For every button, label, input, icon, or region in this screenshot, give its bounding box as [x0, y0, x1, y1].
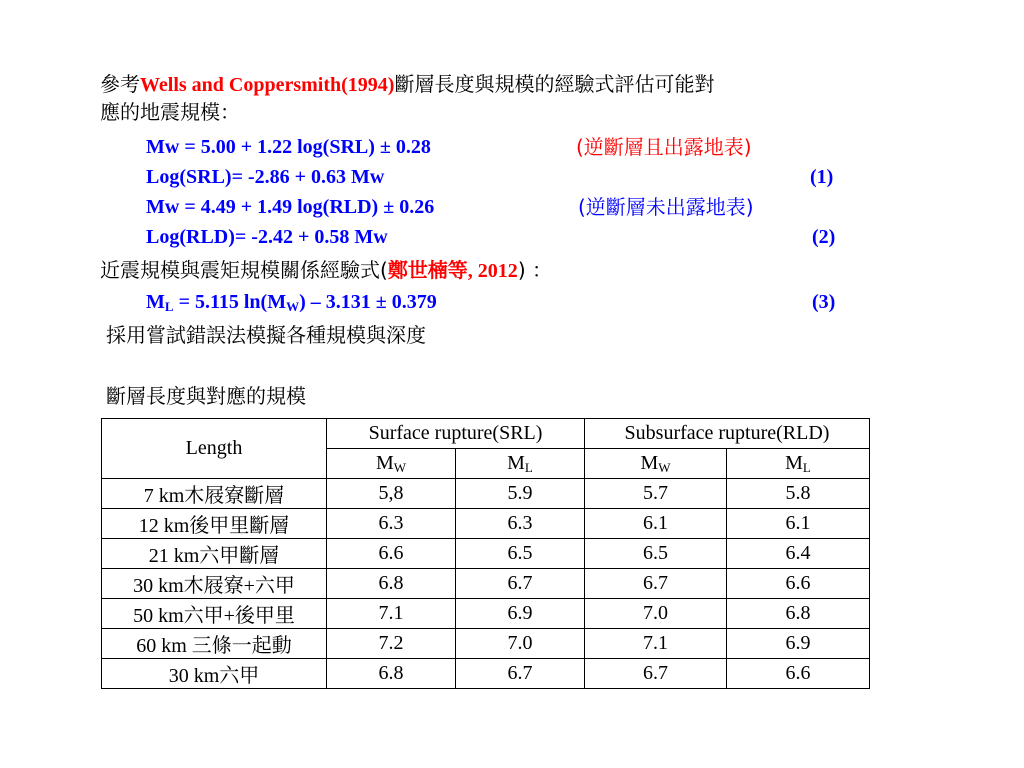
relation-prefix: 近震規模與震矩規模關係經驗式( — [100, 258, 388, 282]
row-value: 7.1 — [585, 629, 727, 659]
row-value: 6.1 — [585, 509, 727, 539]
method-line-text: 採用嘗試錯誤法模擬各種規模與深度 — [106, 323, 426, 347]
row-length: 50 km六甲+後甲里 — [102, 599, 327, 629]
equation-1-note-text: (逆斷層且出露地表) — [576, 135, 752, 159]
group-header-srl: Surface rupture(SRL) — [327, 419, 585, 449]
row-value: 6.1 — [727, 509, 870, 539]
intro-line-2 — [100, 100, 240, 125]
row-value: 6.8 — [727, 599, 870, 629]
equation-ml-mid: = 5.115 ln(M — [173, 291, 287, 313]
row-value: 6.7 — [585, 569, 727, 599]
intro-line-2-text: 應的地震規模： — [100, 100, 240, 124]
equation-1 — [146, 135, 431, 159]
equation-2-number-text: (1) — [810, 166, 834, 188]
equation-ml-number-text: (3) — [812, 291, 836, 313]
magnitude-table — [101, 418, 870, 689]
equation-1-note — [576, 135, 752, 160]
table-row — [102, 599, 870, 629]
subheader-srl-ml: $M_L$ — [456, 449, 585, 479]
row-value: 6.6 — [327, 539, 456, 569]
row-value: 6.6 — [727, 569, 870, 599]
table-title-text: 斷層長度與對應的規模 — [106, 384, 306, 408]
table-row — [102, 479, 870, 509]
relation-suffix: ) ： — [517, 258, 552, 282]
row-length: 30 km木屐寮+六甲 — [102, 569, 327, 599]
row-value: 6.3 — [327, 509, 456, 539]
subheader-srl-mw: $M_W$ — [327, 449, 456, 479]
row-value: 7.0 — [456, 629, 585, 659]
row-value: 5.8 — [727, 479, 870, 509]
equation-1-text: Mw = 5.00 + 1.22 log(SRL) ± 0.28 — [146, 136, 431, 158]
row-length: 7 km木屐寮斷層 — [102, 479, 327, 509]
method-line — [106, 323, 426, 348]
relation-reference: 鄭世楠等, 2012 — [387, 260, 518, 282]
intro-prefix: 參考 — [100, 72, 140, 96]
row-value: 6.3 — [456, 509, 585, 539]
table-title — [106, 384, 306, 409]
table-row — [102, 509, 870, 539]
row-value: 7.0 — [585, 599, 727, 629]
equation-4 — [146, 225, 388, 249]
row-length: 21 km六甲斷層 — [102, 539, 327, 569]
row-value: 6.7 — [456, 659, 585, 689]
equation-4-text: Log(RLD)= -2.42 + 0.58 Mw — [146, 226, 388, 248]
equation-ml-tail: ) – 3.131 ± 0.379 — [299, 291, 437, 313]
intro-reference: Wells and Coppersmith(1994) — [140, 74, 395, 96]
table-row — [102, 539, 870, 569]
equation-ml-number — [812, 290, 835, 314]
subheader-rld-ml: $M_L$ — [727, 449, 870, 479]
row-length: 60 km 三條一起動 — [102, 629, 327, 659]
row-value: 6.7 — [585, 659, 727, 689]
relation-line — [100, 258, 552, 283]
equation-2-number — [810, 165, 833, 189]
equation-ml — [146, 290, 437, 314]
equation-3-note-text: (逆斷層未出露地表) — [578, 195, 754, 219]
equation-ml-sub-l: L — [164, 299, 174, 314]
row-value: 5,8 — [327, 479, 456, 509]
equation-2-text: Log(SRL)= -2.86 + 0.63 Mw — [146, 166, 385, 188]
row-value: 6.8 — [327, 569, 456, 599]
equation-ml-sub-w: W — [286, 299, 300, 314]
length-header: Length — [102, 419, 327, 479]
row-value: 5.9 — [456, 479, 585, 509]
equation-ml-m: M — [146, 291, 165, 313]
equation-2 — [146, 165, 384, 189]
row-value: 7.1 — [327, 599, 456, 629]
row-value: 7.2 — [327, 629, 456, 659]
row-value: 6.9 — [456, 599, 585, 629]
group-header-rld: Subsurface rupture(RLD) — [585, 419, 870, 449]
table-header-row — [102, 419, 870, 449]
intro-line-1 — [100, 72, 714, 97]
equation-4-number — [812, 225, 835, 249]
row-value: 5.7 — [585, 479, 727, 509]
row-value: 6.6 — [727, 659, 870, 689]
equation-3 — [146, 195, 434, 219]
intro-suffix: 斷層長度與規模的經驗式評估可能對 — [394, 72, 715, 96]
row-value: 6.4 — [727, 539, 870, 569]
row-value: 6.5 — [456, 539, 585, 569]
table-row — [102, 659, 870, 689]
table-row — [102, 569, 870, 599]
row-length: 30 km六甲 — [102, 659, 327, 689]
row-value: 6.9 — [727, 629, 870, 659]
equation-3-note — [578, 195, 754, 220]
row-value: 6.5 — [585, 539, 727, 569]
subheader-rld-mw: $M_W$ — [585, 449, 727, 479]
row-length: 12 km後甲里斷層 — [102, 509, 327, 539]
row-value: 6.7 — [456, 569, 585, 599]
equation-4-number-text: (2) — [812, 226, 836, 248]
row-value: 6.8 — [327, 659, 456, 689]
table-row — [102, 629, 870, 659]
equation-3-text: Mw = 4.49 + 1.49 log(RLD) ± 0.26 — [146, 196, 435, 218]
